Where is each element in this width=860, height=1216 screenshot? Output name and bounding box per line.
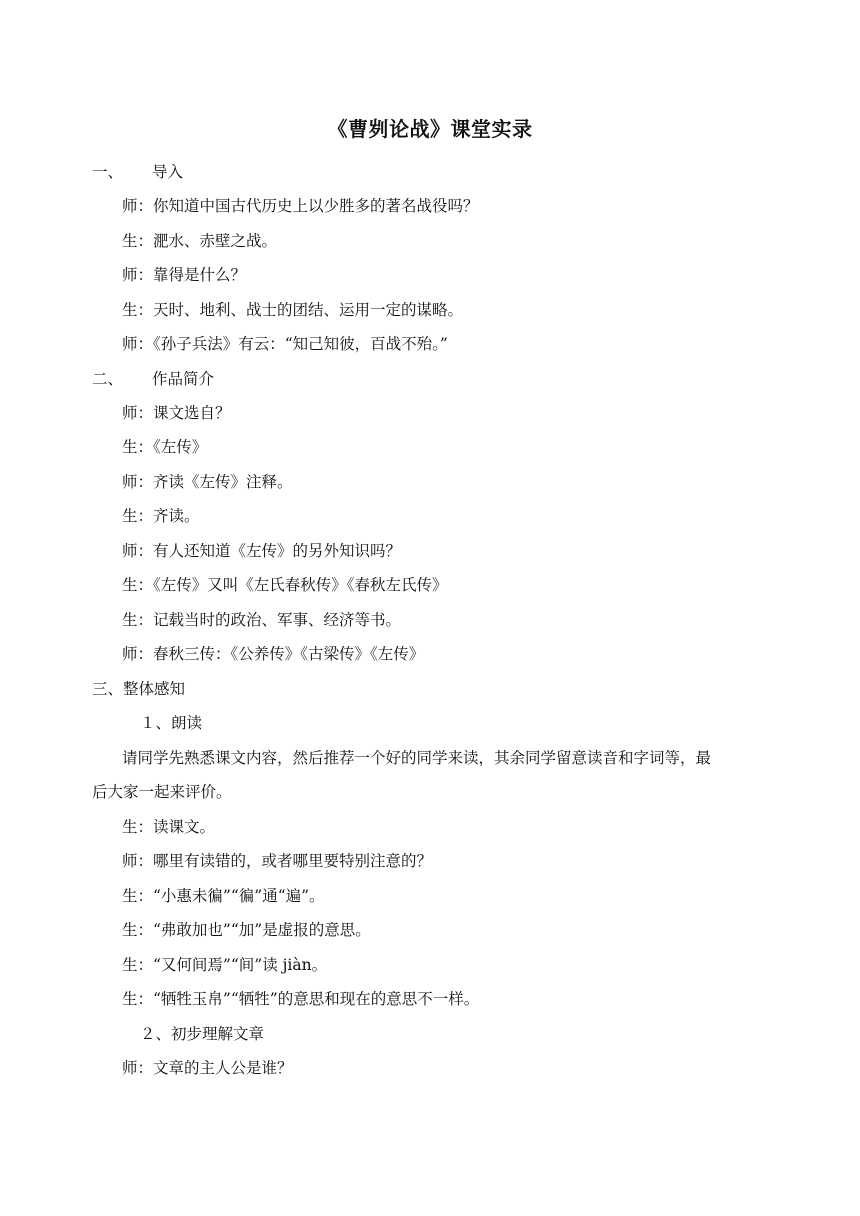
dialogue-line: 生：“又何间焉”“间”读 jiàn。 xyxy=(122,956,328,974)
section-heading-intro xyxy=(92,162,792,182)
dialogue-line: 生：“牺牲玉帛”“牺牲”的意思和现在的意思不一样。 xyxy=(122,990,480,1008)
dialogue-line: 师：你知道中国古代历史上以少胜多的著名战役吗？ xyxy=(122,197,479,215)
section-heading-overall: 三、整体感知 xyxy=(92,680,186,698)
dialogue-line: 生：《左传》 xyxy=(122,438,208,456)
dialogue-line: 师：春秋三传：《公养传》《古梁传》《左传》 xyxy=(122,645,425,663)
subsection-heading: ２、初步理解文章 xyxy=(140,1025,265,1043)
section-label: 导入 xyxy=(152,163,184,181)
dialogue-line: 师：文章的主人公是谁？ xyxy=(122,1059,293,1077)
dialogue-line: 生：天时、地利、战士的团结、运用一定的谋略。 xyxy=(122,301,464,319)
document-title: 《曹刿论战》课堂实录 xyxy=(327,117,533,141)
paragraph-line: 后大家一起来评价。 xyxy=(92,783,232,801)
dialogue-line: 师：《孙子兵法》有云：“知己知彼，百战不殆。” xyxy=(122,335,448,353)
section-number: 二、 xyxy=(92,370,124,388)
dialogue-line: 生：齐读。 xyxy=(122,507,200,525)
dialogue-line: 师：课文选自？ xyxy=(122,404,231,422)
dialogue-line: 师：齐读《左传》注释。 xyxy=(122,473,293,491)
section-heading-work-intro xyxy=(92,369,792,389)
section-label: 作品简介 xyxy=(152,370,215,388)
dialogue-line: 师：靠得是什么？ xyxy=(122,266,247,284)
dialogue-line: 生：记载当时的政治、军事、经济等书。 xyxy=(122,611,402,629)
dialogue-line: 生：淝水、赤壁之战。 xyxy=(122,232,278,250)
dialogue-line: 师：有人还知道《左传》的另外知识吗？ xyxy=(122,542,402,560)
subsection-heading: １、朗读 xyxy=(140,714,203,732)
paragraph-line: 请同学先熟悉课文内容，然后推荐一个好的同学来读，其余同学留意读音和字词等，最 xyxy=(122,749,712,767)
section-number: 一、 xyxy=(92,163,124,181)
dialogue-line: 师：哪里有读错的，或者哪里要特别注意的？ xyxy=(122,852,433,870)
dialogue-line: 生：“小惠未徧”“徧”通“遍”。 xyxy=(122,887,325,905)
dialogue-line: 生：“弗敢加也”“加”是虚报的意思。 xyxy=(122,921,371,939)
dialogue-line: 生：读课文。 xyxy=(122,818,216,836)
dialogue-line: 生：《左传》又叫《左氏春秋传》《春秋左氏传》 xyxy=(122,576,448,594)
